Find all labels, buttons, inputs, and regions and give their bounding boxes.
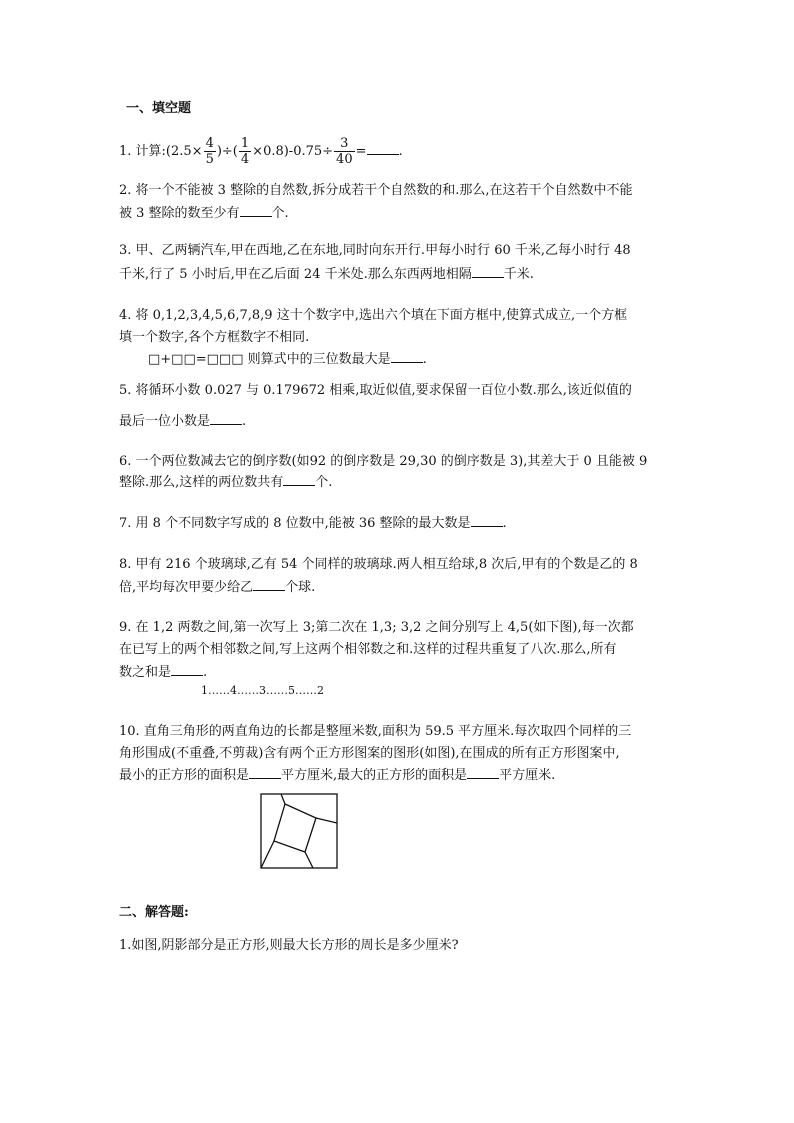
- section-1-title: 一、填空题: [126, 101, 192, 116]
- q6-text: 整除.那么,这样的两位数共有: [119, 475, 284, 490]
- frac-num: 4: [205, 136, 214, 151]
- frac-num: 3: [334, 136, 355, 152]
- q4-line-2: 填一个数字,各个方框数字不相同.: [119, 330, 310, 345]
- question-1: [119, 132, 403, 172]
- q10-text-b: 平方厘米,最大的正方形的面积是: [281, 768, 468, 783]
- q1-suffix: =: [355, 144, 367, 159]
- q4-line-3: [148, 351, 427, 367]
- frac-den: 5: [205, 152, 214, 167]
- fraction-1-4: [239, 136, 251, 167]
- q9-line-1: 9. 在 1,2 两数之间,第一次写上 3;第二次在 1,3; 3,2 之间分别写上 4,5(如下图),每一次都: [119, 620, 634, 635]
- q1-end: .: [398, 144, 403, 159]
- q4-text: □+□□=□□□ 则算式中的三位数最大是: [148, 352, 391, 367]
- q5-text: 最后一位小数是: [119, 414, 211, 429]
- frac-den: 4: [240, 152, 250, 167]
- q10-line-3: [119, 767, 555, 783]
- problem-1: 1.如图,阴影部分是正方形,则最大长方形的周长是多少厘米?: [119, 938, 459, 953]
- answer-blank: [367, 143, 399, 155]
- frac-num: 1: [240, 136, 250, 151]
- answer-blank: [472, 266, 504, 278]
- q2-text: 被 3 整除的数至少有: [119, 206, 240, 221]
- square-figure: [260, 793, 338, 869]
- q8-text: 倍,平均每次甲要少给乙: [119, 580, 254, 595]
- q1-mid1: )÷(: [216, 144, 238, 159]
- triangle-edge: [305, 852, 313, 868]
- q5-line-2: [119, 413, 246, 429]
- q3-line-2: [119, 266, 534, 282]
- triangle-edge: [261, 841, 274, 868]
- q3-line-1: 3. 甲、乙两辆汽车,甲在西地,乙在东地,同时向东开行.甲每小时行 60 千米,乙每小时行 48: [119, 243, 631, 258]
- q1-prefix: 1. 计算:(2.5×: [119, 144, 203, 159]
- q8-line-2: [119, 579, 315, 595]
- q9-line-2: 在已写上的两个相邻数之间,写上这两个相邻数之和.这样的过程共重复了八次.那么,所有: [119, 642, 617, 657]
- answer-blank: [467, 767, 499, 779]
- q6-line-2: [119, 474, 332, 490]
- answer-blank: [471, 515, 503, 527]
- q9-end: .: [203, 665, 208, 680]
- q10-text-c: 平方厘米.: [499, 768, 556, 783]
- answer-blank: [249, 767, 281, 779]
- triangle-edge: [316, 818, 337, 823]
- answer-blank: [253, 579, 285, 591]
- q4-line-1: 4. 将 0,1,2,3,4,5,6,7,8,9 这十个数字中,选出六个填在下面方框中,使算式成立,一个方框: [119, 308, 628, 323]
- answer-blank: [240, 205, 272, 217]
- q8-line-1: 8. 甲有 216 个玻璃球,乙有 54 个同样的玻璃球.两人相互给球,8 次后,甲有的个数是乙的 8: [119, 557, 638, 572]
- fraction-4-5: [204, 136, 216, 167]
- q6-end: 个.: [315, 475, 333, 490]
- q3-end: 千米.: [503, 267, 534, 282]
- q2-end: 个.: [271, 206, 289, 221]
- q6-line-1: 6. 一个两位数减去它的倒序数(如92 的倒序数是 29,30 的倒序数是 3),其差大于 0 且能被 9: [119, 454, 648, 469]
- q5-end: .: [242, 414, 247, 429]
- question-7: [119, 515, 507, 531]
- q5-line-1: 5. 将循环小数 0.027 与 0.179672 相乘,取近似值,要求保留一百位小数.那么,该近似值的: [119, 383, 632, 398]
- q2-line-2: [119, 205, 289, 221]
- inner-square: [274, 804, 316, 852]
- triangle-edge: [281, 794, 285, 804]
- answer-blank: [210, 413, 242, 425]
- q7-end: .: [502, 516, 507, 531]
- answer-blank: [391, 351, 423, 363]
- q9-line-3: [119, 664, 207, 680]
- q7-text: 7. 用 8 个不同数字写成的 8 位数中,能被 36 整除的最大数是: [119, 516, 471, 531]
- q10-text-a: 最小的正方形的面积是: [119, 768, 250, 783]
- frac-den: 40: [336, 152, 353, 167]
- outer-square: [261, 794, 337, 868]
- q3-text: 千米,行了 5 小时后,甲在乙后面 24 千米处.那么东西两地相隔: [119, 267, 472, 282]
- q2-line-1: 2. 将一个不能被 3 整除的自然数,拆分成若干个自然数的和.那么,在这若干个自然数中不能: [119, 183, 633, 198]
- q4-end: .: [422, 352, 427, 367]
- q8-end: 个球.: [285, 580, 316, 595]
- q10-line-1: 10. 直角三角形的两直角边的长都是整厘米数,面积为 59.5 平方厘米.每次取四个同样的三: [119, 724, 632, 739]
- q9-text: 数之和是: [119, 665, 172, 680]
- q10-line-2: 角形围成(不重叠,不剪裁)含有两个正方形图案的图形(如图),在围成的所有正方形图案中,: [119, 746, 620, 761]
- number-sequence: 1……4……3……5……2: [201, 684, 324, 697]
- answer-blank: [171, 664, 203, 676]
- section-2-title: 二、解答题:: [119, 905, 189, 920]
- q1-mid2: ×0.8)-0.75÷: [252, 144, 334, 159]
- fraction-3-40: [334, 136, 355, 167]
- answer-blank: [283, 474, 315, 486]
